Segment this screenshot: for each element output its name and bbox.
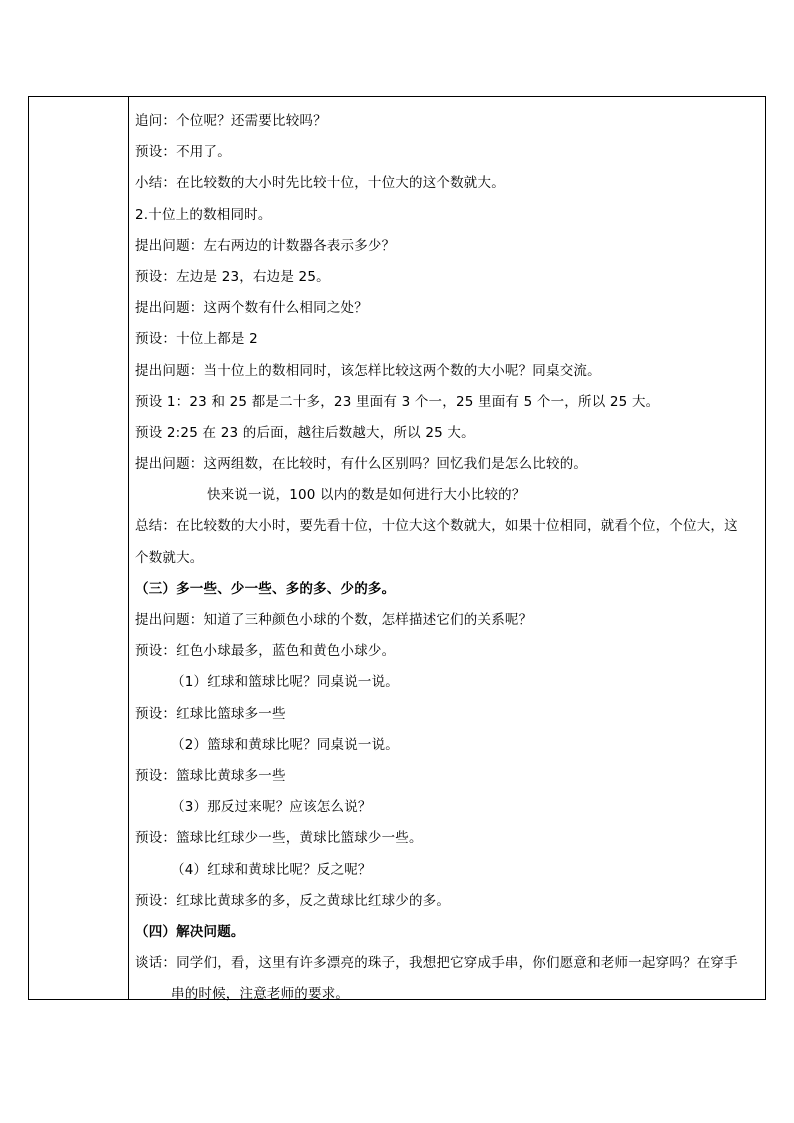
text-line: 串的时候，注意老师的要求。 (171, 986, 350, 1003)
text-line: 小结：在比较数的大小时先比较十位，十位大的这个数就大。 (135, 175, 505, 192)
text-line: 提出问题：知道了三种颜色小球的个数，怎样描述它们的关系呢？ (135, 612, 533, 628)
text-line: 个数就大。 (135, 549, 204, 566)
text-line: 预设 1：23 和 25 都是二十多，23 里面有 3 个一，25 里面有 5 个一，所以 25 大。 (135, 393, 660, 410)
text-line: （3）那反过来呢？应该怎么说？ (171, 799, 372, 816)
text-line: 预设 2:25 在 23 的后面，越往后数越大，所以 25 大。 (135, 424, 475, 441)
text-line: 预设：篮球比红球少一些，黄球比篮球少一些。 (135, 830, 423, 847)
text-line: 预设：左边是 23，右边是 25。 (135, 268, 330, 285)
text-line: 提出问题：左右两边的计数器各表示多少？ (135, 237, 396, 254)
text-line: 预设：不用了。 (135, 144, 231, 161)
section-heading: （四）解决问题。 (135, 923, 245, 940)
table-left-column (29, 97, 129, 999)
text-line: 提出问题：当十位上的数相同时，该怎样比较这两个数的大小呢？同桌交流。 (135, 362, 601, 379)
text-line: 总结：在比较数的大小时，要先看十位，十位大这个数就大，如果十位相同，就看个位，个位大，这 (135, 518, 738, 535)
text-line: 预设：红球比黄球多的多，反之黄球比红球少的多。 (135, 892, 451, 909)
text-line: （1）红球和篮球比呢？同桌说一说。 (171, 674, 399, 691)
text-line: 提出问题：这两组数，在比较时，有什么区别吗？回忆我们是怎么比较的。 (135, 456, 588, 473)
table-content-cell (129, 97, 765, 1003)
text-line: 快来说一说，100 以内的数是如何进行大小比较的？ (207, 487, 526, 504)
text-line: 预设：十位上都是 2 (135, 331, 258, 348)
text-line: 谈话：同学们，看，这里有许多漂亮的珠子，我想把它穿成手串，你们愿意和老师一起穿吗？在穿手 (135, 955, 738, 972)
text-line: 追问：个位呢？还需要比较吗？ (135, 113, 327, 129)
text-line: （2）篮球和黄球比呢？同桌说一说。 (171, 736, 399, 753)
text-line: 提出问题：这两个数有什么相同之处？ (135, 300, 368, 317)
text-line: 2.十位上的数相同时。 (135, 206, 272, 223)
lesson-table (28, 96, 766, 1003)
text-line: 预设：篮球比黄球多一些 (135, 767, 286, 784)
text-line: 预设：红球比篮球多一些 (135, 705, 286, 722)
text-line: （4）红球和黄球比呢？反之呢？ (171, 861, 372, 878)
text-line: 预设：红色小球最多，蓝色和黄色小球少。 (135, 643, 396, 660)
section-heading: （三）多一些、少一些、多的多、少的多。 (135, 580, 396, 597)
